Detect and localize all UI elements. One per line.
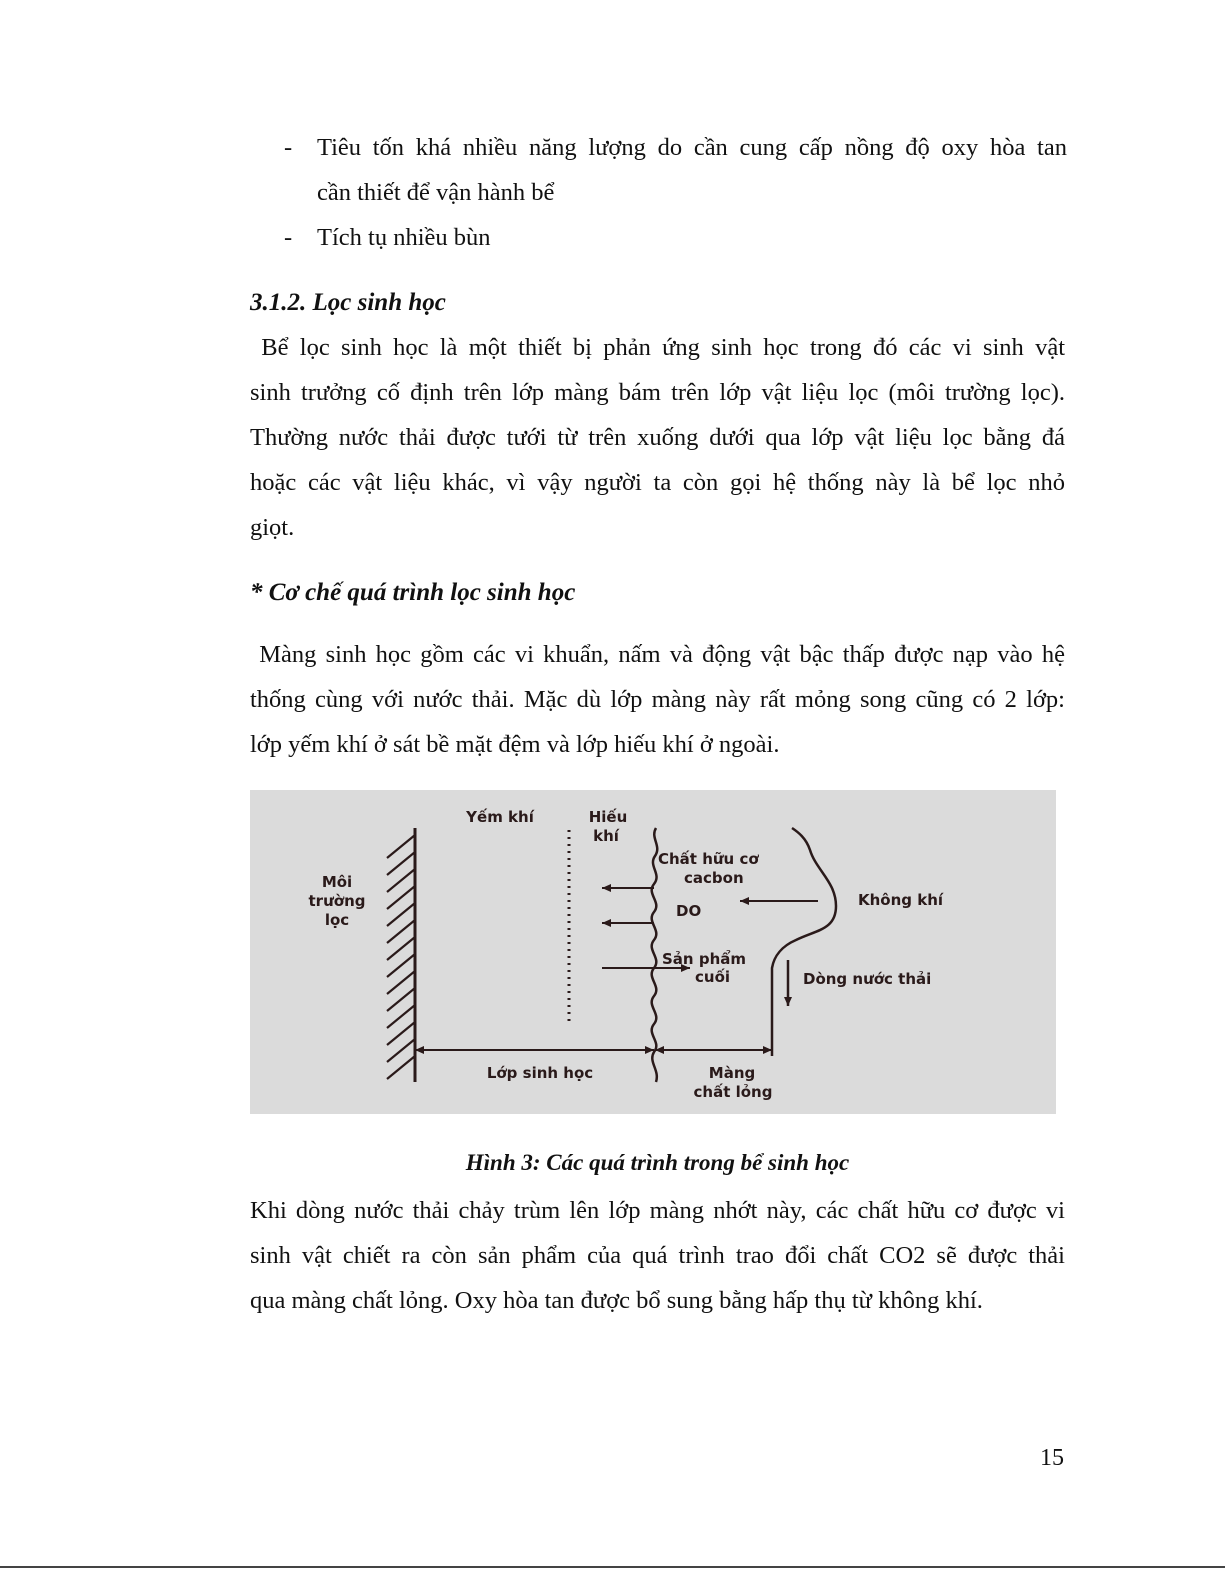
- mechanism-heading: * Cơ chế quá trình lọc sinh học: [250, 579, 576, 606]
- figure-caption: Hình 3: Các quá trình trong bể sinh học: [465, 1150, 850, 1175]
- bullet-text-line: Tiêu tốn khá nhiều năng lượng do cần cung cấp nồng độ oxy hòa tan: [317, 134, 1067, 161]
- paragraph-line: Màng sinh học gồm các vi khuẩn, nấm và động vật bậc thấp được nạp vào hệ: [250, 641, 1065, 668]
- label-lop-sinh-hoc: Lớp sinh học: [486, 1064, 594, 1082]
- paragraph-line: sinh trưởng cố định trên lớp màng bám trên lớp vật liệu lọc (môi trường lọc).: [250, 379, 1065, 406]
- paragraph-line: Thường nước thải được tưới từ trên xuống dưới qua lớp vật liệu lọc bằng đá: [250, 424, 1065, 451]
- label-cacbon: cacbon: [684, 869, 744, 887]
- paragraph-line: qua màng chất lỏng. Oxy hòa tan được bổ sung bằng hấp thụ từ không khí.: [250, 1287, 983, 1314]
- biofilm-diagram: [250, 790, 1056, 1114]
- label-hieu: Hiếu: [588, 808, 628, 826]
- paragraph-line: hoặc các vật liệu khác, vì vậy người ta còn gọi hệ thống này là bể lọc nhỏ: [250, 469, 1065, 496]
- label-do: DO: [676, 902, 702, 920]
- media-hatching: [387, 835, 415, 1079]
- label-chat-huu-co: Chất hữu cơ: [658, 850, 759, 868]
- paragraph-line: lớp yếm khí ở sát bề mặt đệm và lớp hiếu khí ở ngoài.: [250, 731, 780, 758]
- label-moi: Môi: [321, 873, 353, 891]
- page-number: 15: [1040, 1445, 1064, 1471]
- bullet-text-line: cần thiết để vận hành bể: [317, 179, 555, 206]
- paragraph-line: thống cùng với nước thải. Mặc dù lớp màng này rất mỏng song cũng có 2 lớp:: [250, 686, 1065, 713]
- label-truong: trường: [308, 892, 366, 910]
- paragraph-line: Bể lọc sinh học là một thiết bị phản ứng sinh học trong đó các vi sinh vật: [250, 334, 1065, 361]
- section-heading: 3.1.2. Lọc sinh học: [250, 289, 446, 316]
- bottom-rule: [0, 1566, 1225, 1568]
- biofilm-surface: [652, 828, 658, 1082]
- paragraph-line: sinh vật chiết ra còn sản phẩm của quá trình trao đổi chất CO2 sẽ được thải: [250, 1242, 1065, 1269]
- label-loc: lọc: [324, 911, 350, 929]
- label-san-pham: Sản phẩm: [662, 950, 746, 968]
- liquid-film-boundary: [772, 828, 836, 1056]
- bullet-text-line: Tích tụ nhiều bùn: [317, 224, 491, 251]
- paragraph-line: giọt.: [250, 514, 295, 541]
- label-dong-nuoc-thai: Dòng nước thải: [803, 970, 932, 988]
- paragraph-line: Khi dòng nước thải chảy trùm lên lớp màng nhớt này, các chất hữu cơ được vi: [250, 1197, 1065, 1224]
- bullet-dash: -: [284, 224, 293, 251]
- label-khong-khi: Không khí: [858, 891, 944, 909]
- label-khi: khí: [593, 827, 619, 845]
- label-yem-khi: Yếm khí: [466, 808, 534, 826]
- label-mang: Màng: [708, 1064, 756, 1082]
- bullet-dash: -: [284, 134, 293, 161]
- label-chat-long: chất lỏng: [693, 1083, 773, 1101]
- label-cuoi: cuối: [695, 968, 731, 986]
- biofilm-diagram-svg: [250, 790, 1056, 1114]
